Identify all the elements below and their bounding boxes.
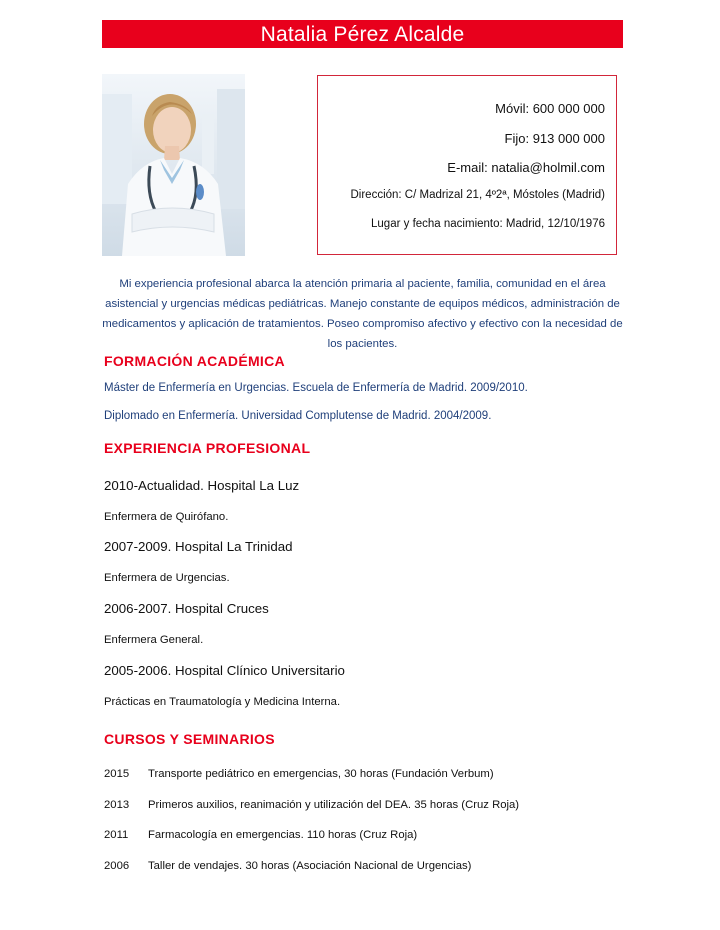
course-item xyxy=(104,860,471,872)
course-item xyxy=(104,768,494,780)
course-year: 2006 xyxy=(104,860,130,872)
job-description: Prácticas en Traumatología y Medicina Interna. xyxy=(104,696,341,708)
job-title: 2005-2006. Hospital Clínico Universitario xyxy=(104,663,345,678)
experience-heading: EXPERIENCIA PROFESIONAL xyxy=(104,440,311,456)
contact-box xyxy=(317,75,617,255)
birth-place-date: Lugar y fecha nacimiento: Madrid, 12/10/1976 xyxy=(371,218,605,230)
profile-summary: Mi experiencia profesional abarca la atención primaria al paciente, familia, comunidad en el área asistencial y urgencias médicas pediátricas. Manejo constante de equipos médicos, administración de medicamentos y aplicación de tratamientos. Poseo compromiso afectivo y efectivo con la necesidad de los pacientes. xyxy=(102,278,623,350)
course-year: 2011 xyxy=(104,829,129,841)
course-text: Taller de vendajes. 30 horas (Asociación Nacional de Urgencias) xyxy=(148,860,472,872)
email: E-mail: natalia@holmil.com xyxy=(447,160,605,175)
profile-photo xyxy=(102,74,245,256)
job-description: Enfermera de Urgencias. xyxy=(104,572,230,584)
job-description: Enfermera General. xyxy=(104,634,204,646)
job-title: 2006-2007. Hospital Cruces xyxy=(104,601,269,616)
education-item: Diplomado en Enfermería. Universidad Complutense de Madrid. 2004/2009. xyxy=(104,410,492,422)
course-text: Transporte pediátrico en emergencias, 30 horas (Fundación Verbum) xyxy=(148,768,494,780)
job-title: 2007-2009. Hospital La Trinidad xyxy=(104,539,293,554)
address: Dirección: C/ Madrizal 21, 4º2ª, Móstoles (Madrid) xyxy=(350,189,605,201)
mobile-phone: Móvil: 600 000 000 xyxy=(495,101,605,116)
course-year: 2015 xyxy=(104,768,130,780)
education-item: Máster de Enfermería en Urgencias. Escuela de Enfermería de Madrid. 2009/2010. xyxy=(104,382,528,394)
course-text: Primeros auxilios, reanimación y utilización del DEA. 35 horas (Cruz Roja) xyxy=(148,799,520,811)
job-title: 2010-Actualidad. Hospital La Luz xyxy=(104,478,300,493)
job-description: Enfermera de Quirófano. xyxy=(104,511,229,523)
course-item xyxy=(104,829,417,841)
course-text: Farmacología en emergencias. 110 horas (Cruz Roja) xyxy=(148,829,418,841)
education-heading: FORMACIÓN ACADÉMICA xyxy=(104,353,285,369)
courses-heading: CURSOS Y SEMINARIOS xyxy=(104,731,275,747)
course-item xyxy=(104,799,519,811)
course-year: 2013 xyxy=(104,799,130,811)
name-title: Natalia Pérez Alcalde xyxy=(102,20,623,48)
nurse-portrait-image xyxy=(102,74,245,256)
landline-phone: Fijo: 913 000 000 xyxy=(504,131,605,146)
